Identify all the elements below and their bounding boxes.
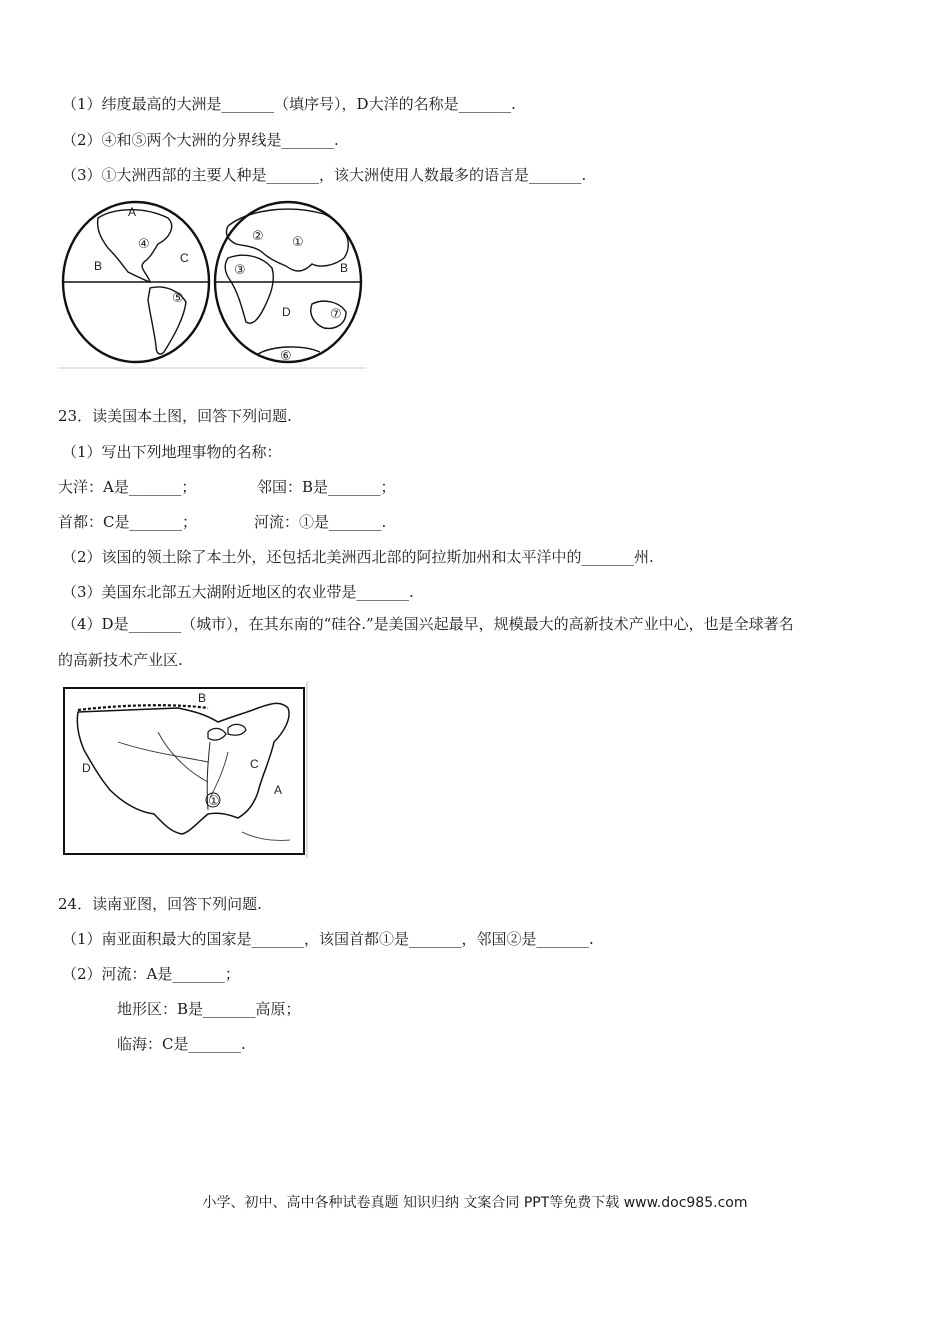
world-label-c: C (180, 251, 189, 265)
world-label-d: D (282, 305, 291, 319)
q23-sub4-line2: 的高新技术产业区. (58, 651, 183, 669)
q24-sub1: （1）南亚面积最大的国家是_______，该国首都①是_______，邻国②是_______. (62, 930, 594, 948)
page-footer: 小学、初中、高中各种试卷真题 知识归纳 文案合同 PPT等免费下载 www.doc985.com (202, 1195, 748, 1211)
q22-sub3: （3）①大洲西部的主要人种是_______，该大洲使用人数最多的语言是_______. (62, 166, 587, 184)
world-circled-3: ③ (234, 263, 246, 278)
q23-sub2: （2）该国的领土除了本土外，还包括北美洲西北部的阿拉斯加州和太平洋中的_______州. (62, 548, 654, 566)
world-circled-1: ① (292, 235, 304, 250)
q23-ocean: 大洋：A是_______； (58, 478, 197, 496)
world-circled-6: ⑥ (280, 349, 292, 364)
q23-river: 河流：①是_______. (254, 513, 387, 531)
usa-label-b: B (198, 691, 207, 705)
q23-sub3: （3）美国东北部五大湖附近地区的农业带是_______. (62, 583, 414, 601)
q24-sub2: （2）河流：A是_______； (62, 965, 240, 983)
q22-sub2: （2）④和⑤两个大洲的分界线是_______. (62, 131, 339, 149)
world-hemispheres-map (58, 196, 368, 372)
q23-title: 23．读美国本土图，回答下列问题. (58, 407, 292, 425)
world-circled-5: ⑤ (172, 291, 184, 306)
world-circled-4: ④ (138, 237, 150, 252)
usa-map (58, 682, 310, 858)
usa-label-c: C (250, 757, 259, 771)
usa-label-a: A (274, 783, 283, 797)
q23-sub4-line1: （4）D是_______（城市），在其东南的“硅谷.”是美国兴起最早，规模最大的高新技术产业中心，也是全球著名 (62, 615, 794, 633)
q24-title: 24．读南亚图，回答下列问题. (58, 895, 262, 913)
world-label-b-east: B (340, 261, 349, 275)
q22-sub1: （1）纬度最高的大洲是_______（填序号），D大洋的名称是_______. (62, 95, 516, 113)
q24-sea: 临海：C是_______. (117, 1035, 246, 1053)
world-label-b-west: B (94, 259, 103, 273)
world-label-a: A (128, 205, 137, 219)
usa-label-d: D (82, 761, 91, 775)
q23-sub1: （1）写出下列地理事物的名称： (62, 443, 282, 461)
q23-capital: 首都：C是_______； (58, 513, 197, 531)
q24-landform: 地形区：B是_______高原； (117, 1000, 301, 1018)
q23-neighbor: 邻国：B是_______； (257, 478, 396, 496)
world-circled-2: ② (252, 229, 264, 244)
world-circled-7: ⑦ (330, 307, 342, 322)
usa-circled-1: ① (208, 794, 220, 809)
